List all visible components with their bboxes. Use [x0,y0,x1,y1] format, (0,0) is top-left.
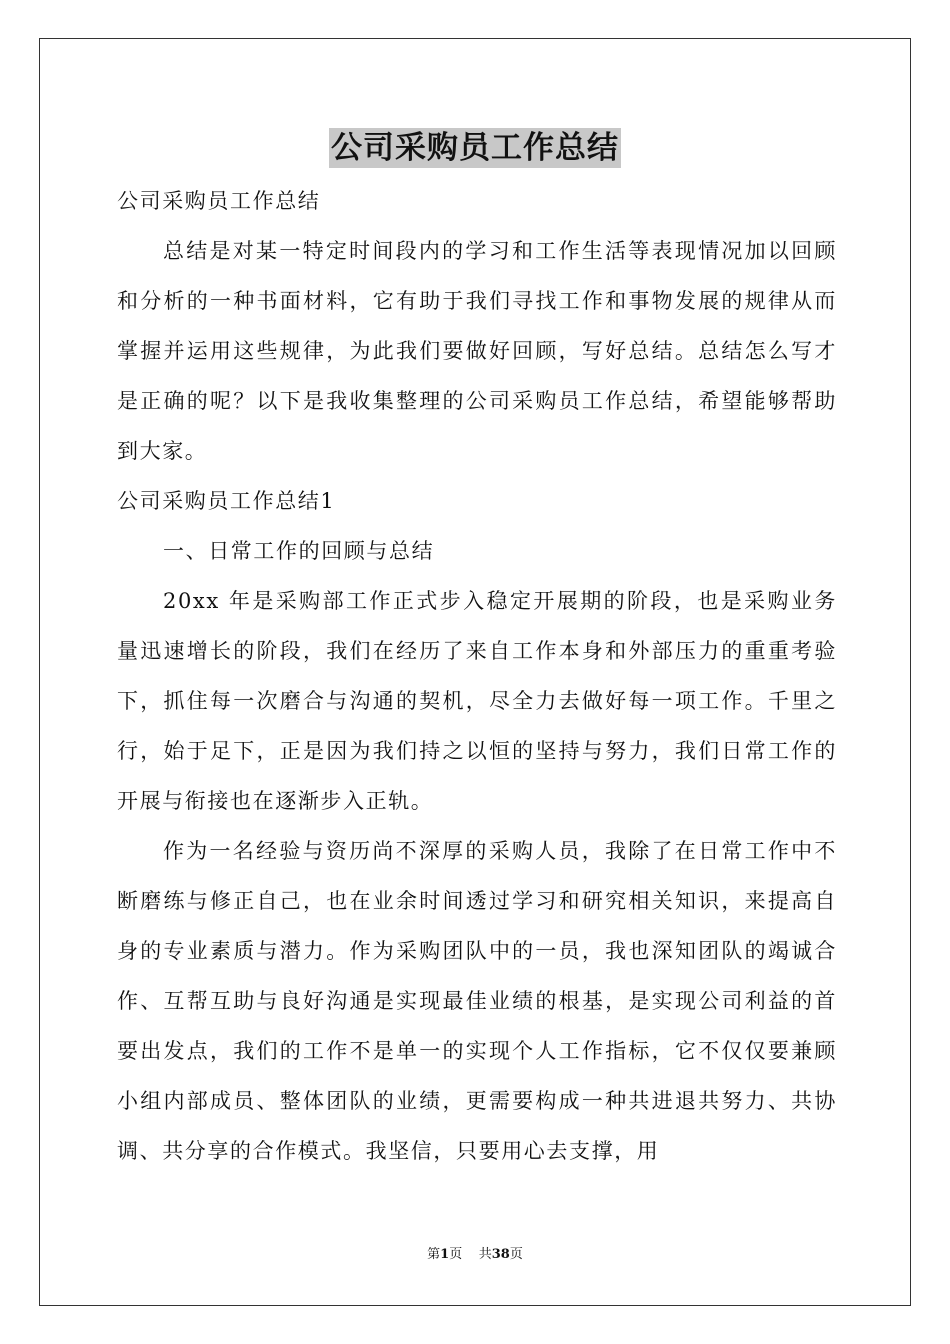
footer-prefix: 第 [427,1247,441,1262]
body-paragraph-2: 作为一名经验与资历尚不深厚的采购人员，我除了在日常工作中不断磨练与修正自己，也在业余时间透过学习和研究相关知识，来提高自身的专业素质与潜力。作为采购团队中的一员，我也深知团队的竭诚合作、互帮互助与良好沟通是实现最佳业绩的根基，是实现公司利益的首要出发点，我们的工作不是单一的实现个人工作指标，它不仅仅要兼顾小组内部成员、整体团队的业绩，更需要构成一种共进退共努力、共协调、共分享的合作模式。我坚信，只要用心去支撑，用 [117,839,837,1163]
footer-suffix: 页 [509,1247,523,1262]
document-title: 公司采购员工作总结 [331,130,619,166]
footer-current-page: 1 [440,1247,450,1262]
section-title: 公司采购员工作总结1 [117,489,336,513]
document-subtitle: 公司采购员工作总结 [117,189,321,213]
footer-middle: 页 共 [449,1247,492,1262]
footer-total-pages: 38 [491,1247,510,1262]
page-footer [0,1246,950,1264]
section-heading: 一、日常工作的回顾与总结 [163,539,435,563]
body-paragraph-1: 20xx 年是采购部工作正式步入稳定开展期的阶段，也是采购业务量迅速增长的阶段，我们在经历了来自工作本身和外部压力的重重考验下，抓住每一次磨合与沟通的契机，尽全力去做好每一项工作。千里之行，始于足下，正是因为我们持之以恒的坚持与努力，我们日常工作的开展与衔接也在逐渐步入正轨。 [117,589,837,813]
document-body [117,176,837,1176]
title-container [0,128,950,168]
intro-paragraph: 总结是对某一特定时间段内的学习和工作生活等表现情况加以回顾和分析的一种书面材料，它有助于我们寻找工作和事物发展的规律从而掌握并运用这些规律，为此我们要做好回顾，写好总结。总结怎么写才是正确的呢？以下是我收集整理的公司采购员工作总结，希望能够帮助到大家。 [117,239,837,463]
